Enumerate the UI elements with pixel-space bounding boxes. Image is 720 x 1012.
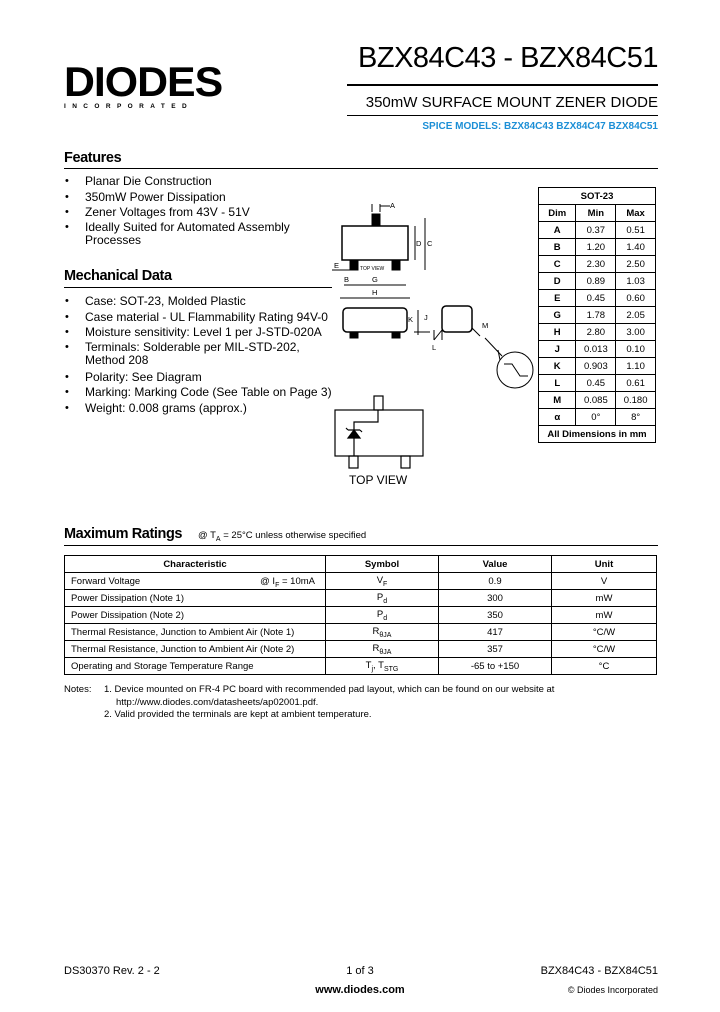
notes-label: Notes: bbox=[64, 684, 92, 695]
note-item: 1. Device mounted on FR-4 PC board with recommended pad layout, which can be found on our website at http://www.diodes.com/datasheets/ap02001.pdf. bbox=[104, 684, 555, 708]
dimension-min: 0.89 bbox=[576, 273, 616, 290]
features-list bbox=[64, 174, 314, 247]
pin-diagram-body bbox=[335, 410, 423, 456]
ratings-row bbox=[65, 573, 657, 590]
ratings-condition: @ $I_F = 10mA$ bbox=[260, 575, 315, 589]
mechanical-item: • Case material - UL Flammability Rating 94V-0 bbox=[64, 310, 339, 326]
mechanical-item: • Marking: Marking Code (See Table on Page 3) bbox=[64, 385, 339, 401]
dimension-header: Min bbox=[576, 205, 616, 222]
ratings-characteristic: Power Dissipation (Note 1) bbox=[65, 590, 326, 607]
dimension-header: Dim bbox=[539, 205, 576, 222]
mechanical-heading: Mechanical Data bbox=[64, 268, 172, 284]
dimension-name: G bbox=[539, 307, 576, 324]
package-top-view-label: TOP VIEW bbox=[360, 266, 385, 272]
lead-top bbox=[372, 214, 380, 226]
mechanical-item: • Polarity: See Diagram bbox=[64, 370, 339, 386]
dimension-row bbox=[539, 375, 656, 392]
dimension-max: 1.10 bbox=[616, 358, 656, 375]
dimension-name: J bbox=[539, 341, 576, 358]
doc-revision: DS30370 Rev. 2 - 2 bbox=[64, 965, 160, 977]
ratings-unit: V bbox=[552, 573, 657, 590]
dim-label-b: B bbox=[344, 275, 350, 284]
dimension-max: 0.51 bbox=[616, 222, 656, 239]
lead-bottom-right bbox=[392, 260, 400, 270]
mechanical-item: • Moisture sensitivity: Level 1 per J-STD-020A bbox=[64, 325, 339, 341]
ratings-row bbox=[65, 590, 657, 607]
dimension-name: B bbox=[539, 239, 576, 256]
max-ratings-condition: @ $T_A = 25^\circ C$ unless otherwise specified bbox=[198, 530, 367, 543]
ratings-header: Value bbox=[439, 556, 552, 573]
dimension-name: H bbox=[539, 324, 576, 341]
footer-part-number: BZX84C43 - BZX84C51 bbox=[540, 965, 658, 977]
dim-label-m: M bbox=[482, 321, 489, 330]
ratings-unit: °C/W bbox=[552, 624, 657, 641]
company-logo bbox=[64, 58, 230, 110]
ratings-header: Unit bbox=[552, 556, 657, 573]
dim-label-e: E bbox=[334, 261, 340, 270]
dimension-row bbox=[539, 239, 656, 256]
dim-label-k: K bbox=[408, 315, 414, 324]
dimension-min: 0° bbox=[576, 409, 616, 426]
notes-list bbox=[104, 684, 564, 722]
logo-text: DIODES bbox=[64, 58, 223, 105]
ratings-unit: mW bbox=[552, 607, 657, 624]
dimension-table bbox=[538, 187, 656, 443]
ratings-characteristic: Thermal Resistance, Junction to Ambient Air (Note 1) bbox=[65, 624, 326, 641]
dimension-min: 2.80 bbox=[576, 324, 616, 341]
feature-item: • Ideally Suited for Automated Assembly Processes bbox=[64, 221, 314, 247]
dimension-name: M bbox=[539, 392, 576, 409]
dimension-max: 1.03 bbox=[616, 273, 656, 290]
feature-item: • Planar Die Construction bbox=[64, 174, 314, 190]
ratings-characteristic: Power Dissipation (Note 2) bbox=[65, 607, 326, 624]
features-heading: Features bbox=[64, 150, 122, 166]
dimension-min: 0.085 bbox=[576, 392, 616, 409]
package-outline-drawing bbox=[330, 190, 535, 390]
dimension-max: 3.00 bbox=[616, 324, 656, 341]
max-ratings-rule bbox=[64, 545, 658, 546]
mechanical-list bbox=[64, 294, 339, 416]
mechanical-item: • Terminals: Solderable per MIL-STD-202, Method 208 bbox=[64, 341, 339, 370]
dimension-max: 0.10 bbox=[616, 341, 656, 358]
ratings-symbol: $P_d$ bbox=[326, 590, 439, 607]
mechanical-item: • Weight: 0.008 grams (approx.) bbox=[64, 401, 339, 417]
dim-label-g: G bbox=[372, 275, 378, 284]
dimension-row bbox=[539, 222, 656, 239]
spice-models-link[interactable]: SPICE MODELS: BZX84C43 BZX84C47 BZX84C51 bbox=[422, 121, 658, 132]
max-ratings-heading: Maximum Ratings bbox=[64, 526, 183, 542]
ratings-value: 0.9 bbox=[439, 573, 552, 590]
mechanical-item: • Case: SOT-23, Molded Plastic bbox=[64, 294, 339, 310]
ratings-symbol: $T_j$, $T_{STG}$ bbox=[326, 658, 439, 675]
feature-item: • 350mW Power Dissipation bbox=[64, 190, 314, 206]
package-body-side bbox=[343, 308, 407, 332]
ratings-symbol: $R_{\theta JA}$ bbox=[326, 624, 439, 641]
lead-bottom-left bbox=[350, 260, 358, 270]
ratings-characteristic: Forward Voltage @ $I_F = 10mA$ bbox=[65, 573, 326, 590]
ratings-value: 350 bbox=[439, 607, 552, 624]
features-rule bbox=[64, 168, 658, 169]
ratings-characteristic: Thermal Resistance, Junction to Ambient Air (Note 2) bbox=[65, 641, 326, 658]
ratings-symbol: $R_{\theta JA}$ bbox=[326, 641, 439, 658]
dimension-header: Max bbox=[616, 205, 656, 222]
dimension-table-footer: All Dimensions in mm bbox=[539, 426, 656, 443]
detail-circle bbox=[497, 352, 533, 388]
ratings-header: Characteristic bbox=[65, 556, 326, 573]
package-body-top bbox=[342, 226, 408, 260]
subtitle-rule bbox=[347, 115, 658, 116]
ratings-value: 357 bbox=[439, 641, 552, 658]
pin-diagram bbox=[334, 392, 434, 472]
ratings-symbol: $P_d$ bbox=[326, 607, 439, 624]
dimension-row bbox=[539, 358, 656, 375]
dimension-min: 0.45 bbox=[576, 375, 616, 392]
dim-label-c: C bbox=[427, 239, 433, 248]
max-ratings-table bbox=[64, 555, 657, 675]
dimension-table-title: SOT-23 bbox=[539, 188, 656, 205]
dimension-name: E bbox=[539, 290, 576, 307]
feature-item: • Zener Voltages from 43V - 51V bbox=[64, 205, 314, 221]
ratings-symbol: $V_F$ bbox=[326, 573, 439, 590]
dimension-row bbox=[539, 341, 656, 358]
dim-label-j: J bbox=[424, 313, 428, 322]
page-number: 1 of 3 bbox=[346, 965, 374, 977]
dimension-min: 1.78 bbox=[576, 307, 616, 324]
dimension-name: A bbox=[539, 222, 576, 239]
title-rule bbox=[347, 84, 658, 86]
ratings-row bbox=[65, 624, 657, 641]
ratings-header: Symbol bbox=[326, 556, 439, 573]
dimension-min: 0.37 bbox=[576, 222, 616, 239]
mechanical-rule bbox=[64, 287, 332, 288]
ratings-unit: °C/W bbox=[552, 641, 657, 658]
logo-subtext: INCORPORATED bbox=[64, 103, 194, 110]
dimension-max: 8° bbox=[616, 409, 656, 426]
ratings-value: 417 bbox=[439, 624, 552, 641]
ratings-row bbox=[65, 607, 657, 624]
ratings-unit: °C bbox=[552, 658, 657, 675]
dimension-row bbox=[539, 307, 656, 324]
dimension-min: 2.30 bbox=[576, 256, 616, 273]
dimension-row bbox=[539, 273, 656, 290]
website-link[interactable]: www.diodes.com bbox=[315, 984, 405, 996]
dimension-max: 0.180 bbox=[616, 392, 656, 409]
copyright: © Diodes Incorporated bbox=[567, 985, 658, 995]
dimension-row bbox=[539, 324, 656, 341]
product-subtitle: 350mW SURFACE MOUNT ZENER DIODE bbox=[365, 94, 658, 111]
ratings-value: -65 to +150 bbox=[439, 658, 552, 675]
package-body-end bbox=[442, 306, 472, 332]
dim-label-l: L bbox=[432, 343, 437, 352]
dimension-max: 1.40 bbox=[616, 239, 656, 256]
dimension-max: 0.61 bbox=[616, 375, 656, 392]
dimension-row bbox=[539, 392, 656, 409]
ratings-characteristic: Operating and Storage Temperature Range bbox=[65, 658, 326, 675]
dimension-row bbox=[539, 409, 656, 426]
dimension-name: α bbox=[539, 409, 576, 426]
ratings-row bbox=[65, 641, 657, 658]
dimension-min: 0.013 bbox=[576, 341, 616, 358]
top-view-label: TOP VIEW bbox=[349, 473, 408, 487]
dimension-name: C bbox=[539, 256, 576, 273]
dimension-min: 0.45 bbox=[576, 290, 616, 307]
ratings-row bbox=[65, 658, 657, 675]
dim-label-d: D bbox=[416, 239, 422, 248]
ratings-unit: mW bbox=[552, 590, 657, 607]
note-item: 2. Valid provided the terminals are kept at ambient temperature. bbox=[104, 709, 372, 720]
dimension-name: L bbox=[539, 375, 576, 392]
dimension-max: 0.60 bbox=[616, 290, 656, 307]
dimension-max: 2.05 bbox=[616, 307, 656, 324]
dimension-min: 1.20 bbox=[576, 239, 616, 256]
dim-label-h: H bbox=[372, 288, 378, 297]
dim-label-a: A bbox=[390, 201, 396, 210]
dimension-max: 2.50 bbox=[616, 256, 656, 273]
dimension-name: K bbox=[539, 358, 576, 375]
dimension-row bbox=[539, 290, 656, 307]
dimension-min: 0.903 bbox=[576, 358, 616, 375]
ratings-value: 300 bbox=[439, 590, 552, 607]
dimension-name: D bbox=[539, 273, 576, 290]
dimension-row bbox=[539, 256, 656, 273]
part-title: BZX84C43 - BZX84C51 bbox=[358, 42, 658, 74]
